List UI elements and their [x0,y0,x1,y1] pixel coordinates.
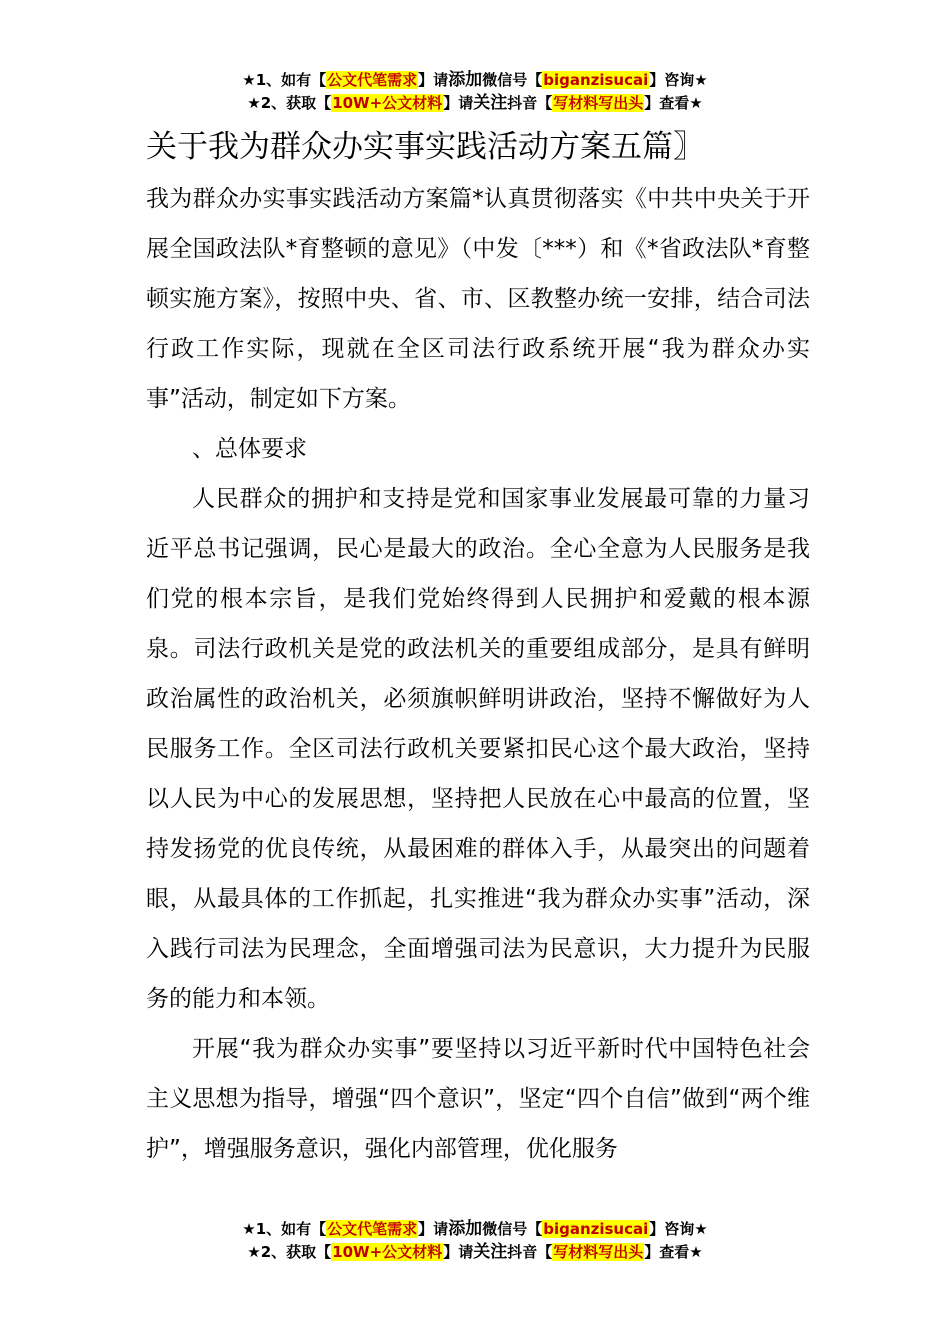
banner-line-1 [0,69,950,92]
banner-highlight: 公文代笔需求 [327,1220,418,1238]
header-banner [0,69,950,115]
banner-highlight: 10W+公文材料 [332,1243,443,1261]
banner-highlight: 写材料写出头 [553,1243,644,1261]
banner-text: 】请 [418,71,449,89]
banner-text: 】查看★ [644,1243,703,1261]
document-title: 关于我为群众办实事实践活动方案五篇〗 [146,129,704,165]
section-heading: 、总体要求 [192,436,307,462]
banner-text: ★1、如有【 [242,71,327,89]
paragraph-intro: 我为群众办实事实践活动方案篇*认真贯彻落实《中共中央关于开展全国政法队*育整顿的意见》（中发〔***）和《*省政法队*育整顿实施方案》，按照中央、省、市、区教整办统一安排，结合司法行政工作实际，现就在全区司法行政系统开展“我为群众办实事”活动，制定如下方案。 [146,186,810,412]
banner-text: 】请 [443,94,474,112]
banner-text: ★1、如有【 [242,1220,327,1238]
banner-line-1 [0,1218,950,1241]
banner-text: 微信号【 [482,71,543,89]
banner-text: 】请 [443,1243,474,1261]
banner-highlight: 10W+公文材料 [332,94,443,112]
banner-line-2 [0,92,950,115]
banner-emphasis: 关注 [473,93,508,113]
banner-text: 】请 [418,1220,449,1238]
banner-text: ★2、获取【 [247,94,332,112]
footer-banner [0,1218,950,1264]
banner-text: 抖音【 [507,94,553,112]
banner-emphasis: 添加 [448,1219,483,1239]
banner-highlight: biganzisucai [543,71,649,89]
banner-emphasis: 添加 [448,70,483,90]
paragraph-body: 开展“我为群众办实事”要坚持以习近平新时代中国特色社会主义思想为指导，增强“四个意识”，坚定“四个自信”做到“两个维护”，增强服务意识，强化内部管理，优化服务 [146,1036,810,1162]
banner-text: 抖音【 [507,1243,553,1261]
paragraph-body: 人民群众的拥护和支持是党和国家事业发展最可靠的力量习近平总书记强调，民心是最大的政治。全心全意为人民服务是我们党的根本宗旨，是我们党始终得到人民拥护和爱戴的根本源泉。司法行政机关是党的政法机关的重要组成部分，是具有鲜明政治属性的政治机关，必须旗帜鲜明讲政治，坚持不懈做好为人民服务工作。全区司法行政机关要紧扣民心这个最大政治，坚持以人民为中心的发展思想，坚持把人民放在心中最高的位置，坚持发扬党的优良传统，从最困难的群体入手，从最突出的问题着眼，从最具体的工作抓起，扎实推进“我为群众办实事”活动，深入践行司法为民理念，全面增强司法为民意识，大力提升为民服务的能力和本领。 [146,486,810,1012]
banner-text: ★2、获取【 [247,1243,332,1261]
banner-highlight: biganzisucai [543,1220,649,1238]
banner-text: 微信号【 [482,1220,543,1238]
banner-emphasis: 关注 [473,1242,508,1262]
banner-highlight: 公文代笔需求 [327,71,418,89]
banner-text: 】咨询★ [649,1220,708,1238]
banner-highlight: 写材料写出头 [553,94,644,112]
banner-text: 】咨询★ [649,71,708,89]
banner-line-2 [0,1241,950,1264]
document-body [146,174,810,1174]
banner-text: 】查看★ [644,94,703,112]
